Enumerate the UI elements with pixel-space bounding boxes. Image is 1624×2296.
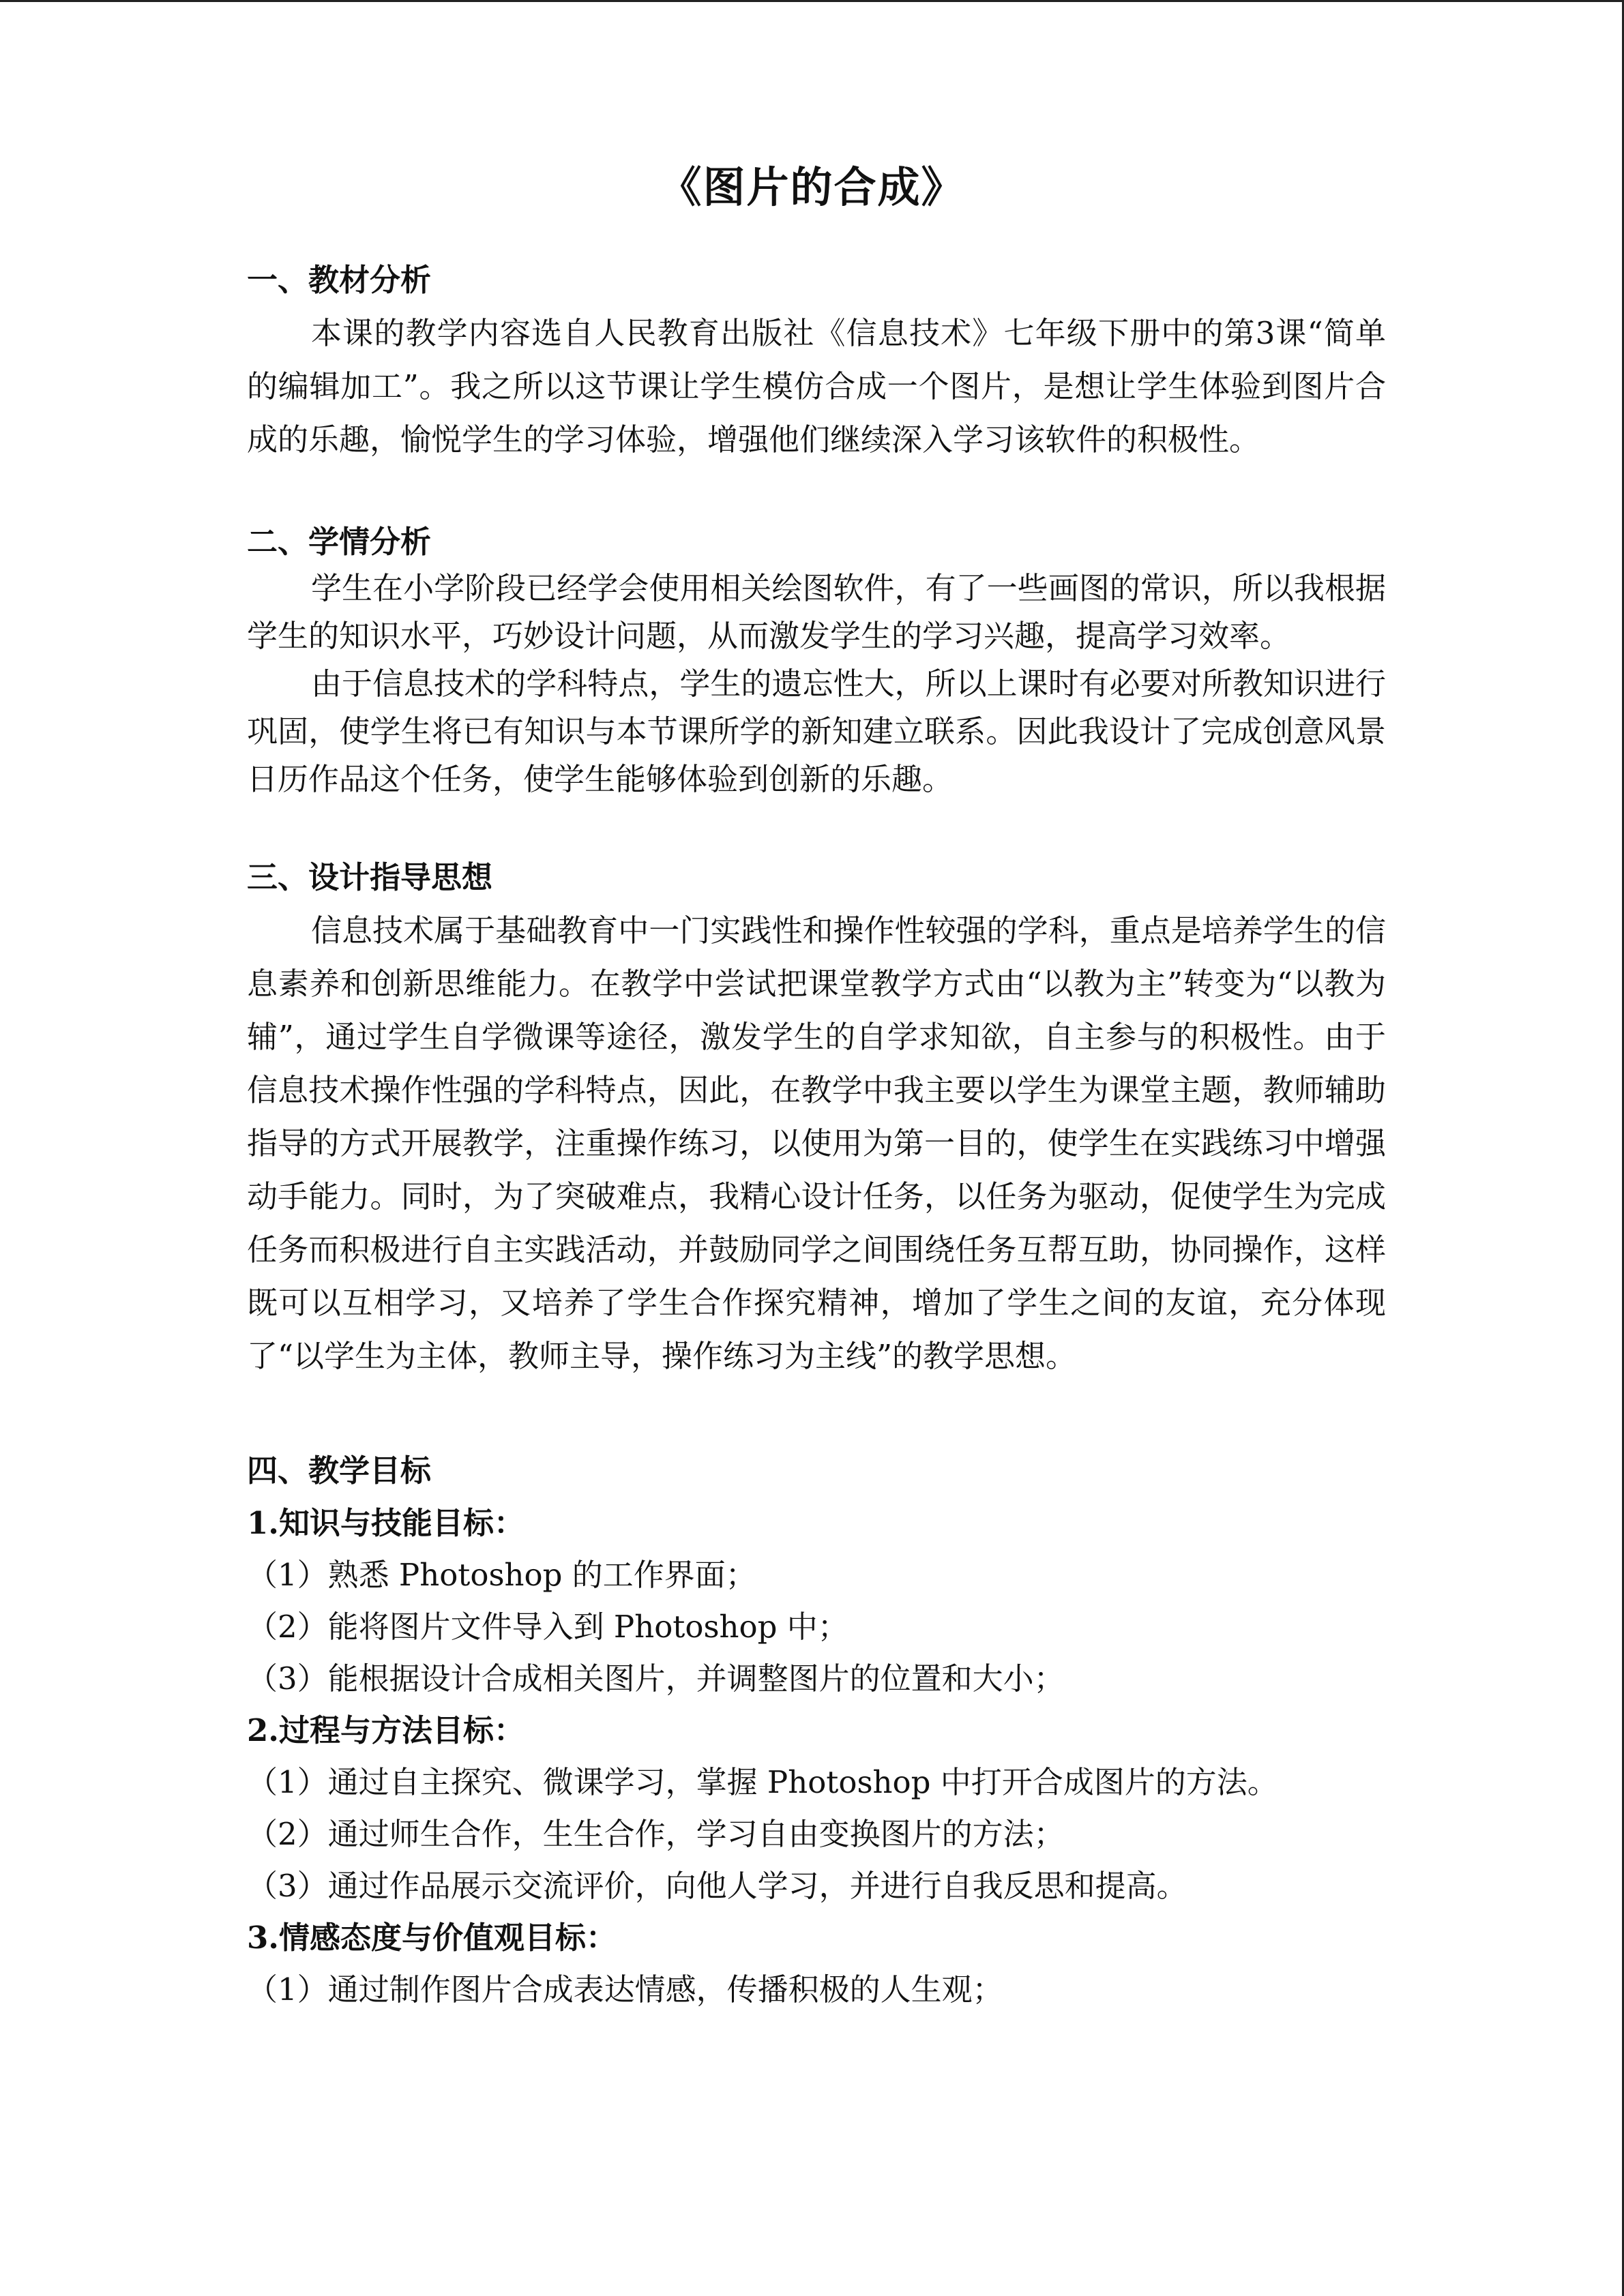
goal-group-emotion-values [247,1912,1386,2016]
paragraph: 本课的教学内容选自人民教育出版社《信息技术》七年级下册中的第3课“简单的编辑加工”。我之所以这节课让学生模仿合成一个图片，是想让学生体验到图片合成的乐趣，愉悦学生的学习体验，增强他们继续深入学习该软件的积极性。 [247,315,1386,458]
goal-item: （1）熟悉 Photoshop 的工作界面； [247,1557,756,1593]
goal-group-knowledge-skills [247,1497,1386,1705]
paragraph: 信息技术属于基础教育中一门实践性和操作性较强的学科，重点是培养学生的信息素养和创新思维能力。在教学中尝试把课堂教学方式由“以教为主”转变为“以教为辅”，通过学生自学微课等途径，激发学生的自学求知欲，自主参与的积极性。由于信息技术操作性强的学科特点，因此，在教学中我主要以学生为课堂主题，教师辅助指导的方式开展教学，注重操作练习，以使用为第一目的，使学生在实践练习中增强动手能力。同时，为了突破难点，我精心设计任务，以任务为驱动，促使学生为完成任务而积极进行自主实践活动，并鼓励同学之间围绕任务互帮互助，协同操作，这样既可以互相学习，又培养了学生合作探究精神，增加了学生之间的友谊，充分体现了“以学生为主体，教师主导，操作练习为主线”的教学思想。 [247,912,1386,1374]
section-heading: 一、教材分析 [247,262,432,298]
goal-title: 3.情感态度与价值观目标： [247,1920,617,1956]
section-design-philosophy [247,851,1386,1383]
goal-title: 2.过程与方法目标： [247,1712,525,1748]
paragraph: 学生在小学阶段已经学会使用相关绘图软件，有了一些画图的常识，所以我根据学生的知识水平，巧妙设计问题，从而激发学生的学习兴趣，提高学习效率。 [247,570,1386,654]
goal-title: 1.知识与技能目标： [247,1505,525,1541]
section-teaching-goals [247,1444,1386,2016]
page-top-border [0,0,1624,2]
section-heading: 三、设计指导思想 [247,859,493,895]
goal-group-process-method [247,1705,1386,1912]
paragraph: 由于信息技术的学科特点，学生的遗忘性大，所以上课时有必要对所教知识进行巩固，使学生将已有知识与本节课所学的新知建立联系。因此我设计了完成创意风景日历作品这个任务，使学生能够体验到创新的乐趣。 [247,666,1386,797]
goal-item: （3）能根据设计合成相关图片，并调整图片的位置和大小； [247,1660,1065,1697]
document-body [247,254,1386,2016]
section-student-analysis [247,520,1386,803]
goal-item: （1）通过制作图片合成表达情感，传播积极的人生观； [247,1971,1003,2008]
goal-item: （2）通过师生合作，生生合作，学习自由变换图片的方法； [247,1816,1065,1852]
page-title: 《图片的合成》 [659,162,965,212]
section-textbook-analysis [247,254,1386,466]
section-heading: 二、学情分析 [247,524,432,560]
goal-item: （3）通过作品展示交流评价，向他人学习，并进行自我反思和提高。 [247,1868,1187,1904]
goal-item: （2）能将图片文件导入到 Photoshop 中； [247,1609,848,1645]
section-heading: 四、教学目标 [247,1452,432,1489]
goal-item: （1）通过自主探究、微课学习，掌握 Photoshop 中打开合成图片的方法。 [247,1764,1278,1800]
